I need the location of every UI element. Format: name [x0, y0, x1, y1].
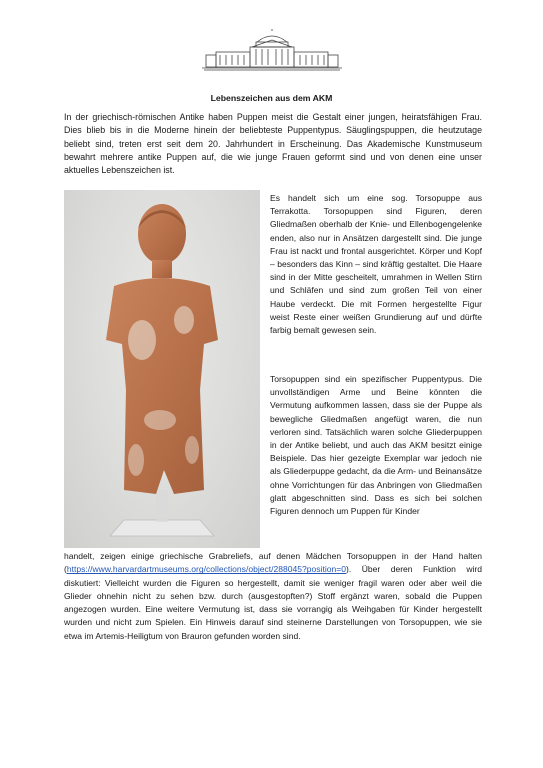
continuation-paragraph: [64, 550, 482, 643]
description-paragraph-2: Torsopuppen sind ein spezifischer Puppentypus. Die unvollständigen Arme und Beine könnten die Vermutung aufkommen lassen, dass sie der Puppe als bewegliche Gliedmaßen angefügt waren, die nun verloren sind. Tatsächlich waren solche Gliederpuppen in der Antike beliebt, und auch das AKM besitzt einige Beispiele. Das hier gezeigte Exemplar war jedoch nie als Gliederpuppe gedacht, da die Arm- und Beinansätze ohne Vorrichtungen für das Anbringen von Gliedmaßen glatt abgeschnitten sind. Dass es sich bei solchen Figuren dennoch um Puppen für Kinder: [270, 374, 482, 517]
continuation-text-before: handelt, zeigen einige griechische Grabreliefs, auf denen Mädchen Torsopuppen in der Hand halten (: [64, 551, 482, 575]
continuation-text-after: ). Über deren Funktion wird diskutiert: Vielleicht wurden die Figuren so hergestellt, damit sie weniger fragil waren oder aber weil die Glieder ohnehin nicht zu sehen bzw. durch (ausgestopften?) Stoff ergänzt waren, sobald die Puppen angezogen wurden. Eine weitere Vermutung ist, dass sie vorrangig als Weihgaben für Kinder hergestellt wurden und nicht zum Spielen. Ein Hinweis darauf sind steinerne Darstellungen von Torsopuppen, wie sie etwa im Artemis-Heiligtum von Brauron gefunden worden sind.: [64, 564, 482, 641]
description-paragraph-1: Es handelt sich um eine sog. Torsopuppe aus Terrakotta. Torsopuppen sind Figuren, deren Gliedmaßen oberhalb der Knie- und Ellenbogengelenke enden, also nur in Ansätzen dargestellt sind. Die junge Frau ist nackt und frontal ausgerichtet. Körper und Kopf – besonders das Kinn – sind kräftig gestaltet. Die Haare sind in der Mitte gescheitelt, umrahmen in Wellen Stirn und Schläfen und sind zum großen Teil von einer Haube verdeckt. Die mit Formen hergestellte Figur weist Reste einer weißen Grundierung auf und dürfte farbig bemalt gewesen sein.: [270, 193, 482, 336]
intro-paragraph: In der griechisch-römischen Antike haben Puppen meist die Gestalt einer jungen, heiratsfähigen Frau. Dies blieb bis in die Moderne hinein der beliebteste Puppentypus. Säuglingspuppen, die heutzutage beliebt sind, treten erst seit dem 20. Jahrhundert in Erscheinung. Das Akademische Kunstmuseum bewahrt mehrere antike Puppen auf, die wie junge Frauen geformt sind und von denen eine unser aktuelles Lebenszeichen ist.: [64, 112, 482, 176]
terracotta-torso-doll-photo-icon: [64, 190, 260, 548]
museum-building-logo-icon: [202, 28, 342, 74]
page-title: Lebenszeichen aus dem AKM: [210, 93, 333, 103]
harvard-museum-link[interactable]: https://www.harvardartmuseums.org/collections/object/288045?position=0: [66, 564, 346, 575]
